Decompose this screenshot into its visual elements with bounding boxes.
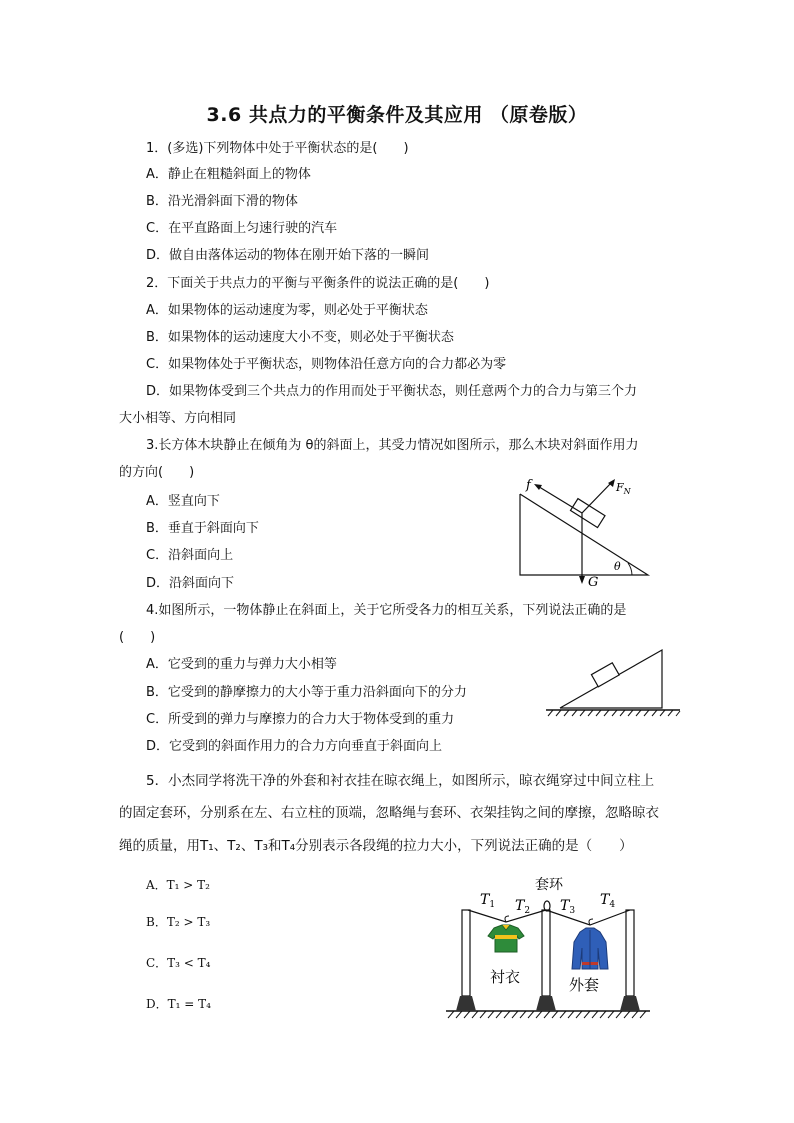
q3-option-c: C．沿斜面向上: [146, 548, 234, 563]
q5-rope-right: [546, 910, 630, 925]
q5-label-t3: $T_3$: [560, 898, 576, 916]
q4-stem-line2: ( ): [119, 630, 156, 645]
q5-right-pole: [620, 910, 640, 1011]
q5-option-a: A．T₁ > T₂: [146, 878, 210, 892]
q3-stem-line1: 3.长方体木块静止在倾角为 θ的斜面上，其受力情况如图所示，那么木块对斜面作用力: [146, 438, 639, 453]
q5-label-shirt: 衬衣: [490, 968, 521, 986]
q3-friction-arrow: [534, 484, 542, 490]
q5-label-ring: 套环: [535, 877, 563, 893]
q3-gravity-arrow: [579, 576, 585, 584]
q4-block: [591, 663, 619, 687]
q5-option-d: D．T₁ = T₄: [146, 997, 211, 1011]
q4-ground-hatch: [548, 710, 680, 716]
q1-stem: 1．(多选)下列物体中处于平衡状态的是( ): [146, 141, 409, 156]
q4-option-a: A．它受到的重力与弹力大小相等: [146, 657, 337, 672]
q5-shirt: [488, 916, 524, 952]
q5-label-coat: 外套: [569, 976, 600, 994]
q3-incline-figure: [510, 472, 660, 592]
q4-option-c: C．所受到的弹力与摩擦力的合力大于物体受到的重力: [146, 712, 455, 727]
q5-ground-hatch: [448, 1011, 646, 1018]
q4-option-d: D．它受到的斜面作用力的合力方向垂直于斜面向上: [146, 739, 443, 754]
page-title: 3.6 共点力的平衡条件及其应用 （原卷版）: [206, 104, 588, 126]
q2-option-b: B．如果物体的运动速度大小不变，则必处于平衡状态: [146, 330, 454, 345]
q5-left-pole: [456, 910, 476, 1011]
q5-label-t4: $T_4$: [600, 892, 616, 910]
q3-label-fn: $F_N$: [616, 481, 631, 496]
q5-middle-pole: [536, 910, 556, 1011]
q3-option-a: A．竖直向下: [146, 494, 220, 509]
q3-label-f: f: [526, 478, 531, 493]
q2-stem: 2．下面关于共点力的平衡与平衡条件的说法正确的是( ): [146, 276, 490, 291]
q5-option-b: B．T₂ > T₃: [146, 915, 211, 929]
q5-stem-line3: 绳的质量，用T₁、T₂、T₃和T₄分别表示各段绳的拉力大小，下列说法正确的是（ ）: [119, 838, 633, 854]
q2-option-a: A．如果物体的运动速度为零，则必处于平衡状态: [146, 303, 428, 318]
q5-label-t2: $T_2$: [515, 898, 531, 916]
q3-option-d: D．沿斜面向下: [146, 576, 235, 591]
q2-option-d: D．如果物体受到三个共点力的作用而处于平衡状态，则任意两个力的合力与第三个力: [146, 384, 638, 399]
q3-stem-line2: 的方向( ): [119, 465, 195, 480]
q2-option-c: C．如果物体处于平衡状态，则物体沿任意方向的合力都必为零: [146, 357, 507, 372]
q1-option-a: A．静止在粗糙斜面上的物体: [146, 167, 311, 182]
q5-option-c: C．T₃ < T₄: [146, 956, 211, 970]
q3-block: [570, 499, 605, 528]
q3-label-g: G: [588, 575, 599, 590]
q3-label-theta: θ: [614, 560, 621, 573]
q5-stem-line1: 5．小杰同学将洗干净的外套和衬衣挂在晾衣绳上，如图所示，晾衣绳穿过中间立柱上: [146, 773, 655, 789]
q2-option-d-continued: 大小相等、方向相同: [119, 411, 237, 426]
q3-option-b: B．垂直于斜面向下: [146, 521, 259, 536]
q5-coat: [572, 919, 608, 969]
q4-option-b: B．它受到的静摩擦力的大小等于重力沿斜面向下的分力: [146, 685, 467, 700]
q1-option-b: B．沿光滑斜面下滑的物体: [146, 194, 298, 209]
q1-option-d: D．做自由落体运动的物体在刚开始下落的一瞬间: [146, 248, 430, 263]
q4-incline-figure: [540, 642, 685, 722]
q4-stem-line1: 4.如图所示，一物体静止在斜面上，关于它所受各力的相互关系，下列说法正确的是: [146, 603, 627, 618]
q5-stem-line2: 的固定套环，分别系在左、右立柱的顶端，忽略绳与套环、衣架挂钩之间的摩擦，忽略晾衣: [119, 805, 659, 821]
q1-option-c: C．在平直路面上匀速行驶的汽车: [146, 221, 338, 236]
q5-clothesline-figure: [440, 872, 655, 1024]
q5-label-t1: $T_1$: [480, 892, 496, 910]
